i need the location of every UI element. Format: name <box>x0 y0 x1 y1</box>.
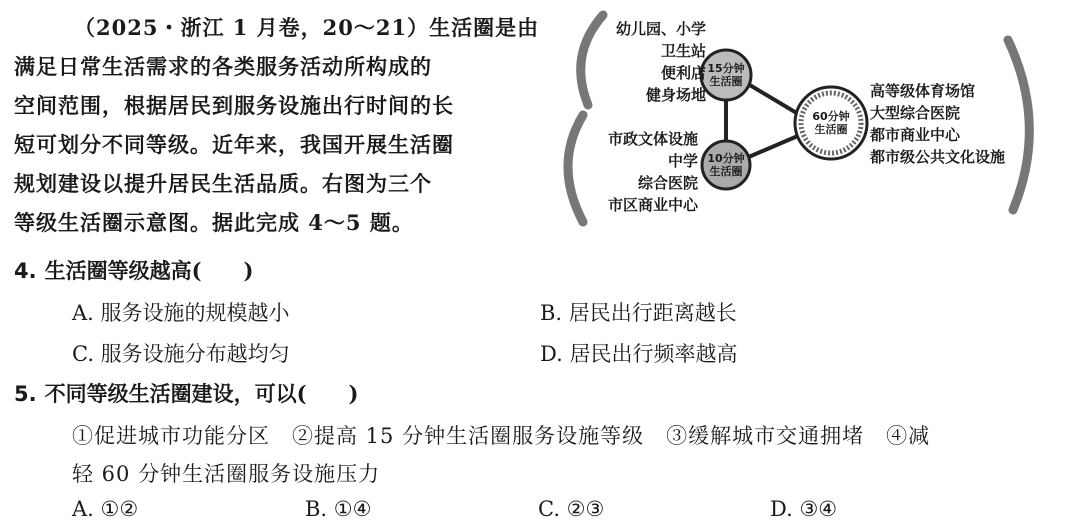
q4-option-c[interactable]: C. 服务设施分布越均匀 <box>72 342 290 366</box>
q4-option-d[interactable]: D. 居民出行频率越高 <box>540 342 738 366</box>
circle-10-line: 生活圈 <box>709 165 743 178</box>
intro-paragraph <box>14 8 544 242</box>
q4-option-b[interactable]: B. 居民出行距离越长 <box>540 301 737 325</box>
q5-option-b[interactable]: B. ①④ <box>305 497 372 521</box>
intro-line: 满足日常生活需求的各类服务活动所构成的 <box>14 54 432 79</box>
circle-15-line: 生活圈 <box>709 75 743 88</box>
group-a-item: 幼儿园、小学 <box>615 20 706 38</box>
q5-option-d[interactable]: D. ③④ <box>770 497 838 521</box>
q5-statements-line2: 轻 60 分钟生活圈服务设施压力 <box>72 462 381 486</box>
circle-60-label <box>804 110 858 136</box>
group-b-item: 市区商业中心 <box>607 196 698 214</box>
q4-option-a[interactable]: A. 服务设施的规模越小 <box>72 301 290 325</box>
group-a-item: 健身场地 <box>645 86 706 104</box>
group-a-item: 便利店 <box>660 64 706 82</box>
circle-10-label <box>703 152 749 178</box>
group-a-labels <box>598 18 706 106</box>
circle-10-line: 10分钟 <box>707 152 745 165</box>
question-5-number: 5. <box>14 382 37 406</box>
circle-60-line: 生活圈 <box>814 123 848 136</box>
circle-15-label <box>703 62 749 88</box>
question-4-number: 4. <box>14 259 37 283</box>
group-b-item: 综合医院 <box>637 174 698 192</box>
group-c-labels <box>870 80 1020 168</box>
q5-option-a[interactable]: A. ①② <box>72 497 139 521</box>
question-4-stem <box>14 255 253 285</box>
question-4-text: 生活圈等级越高( ) <box>44 258 254 283</box>
intro-line: 短可划分不同等级。近年来，我国开展生活圈 <box>14 132 454 157</box>
group-c-item: 高等级体育场馆 <box>870 82 976 100</box>
group-b-labels <box>590 128 698 216</box>
question-5-text: 不同等级生活圈建设，可以( ) <box>44 381 359 406</box>
arc-left-bottom <box>568 115 583 222</box>
intro-line: （2025・浙江 1 月卷，20～21）生活圈是由 <box>74 15 540 40</box>
living-circle-diagram <box>548 0 1080 235</box>
question-5-stem <box>14 378 358 408</box>
group-c-item: 都市商业中心 <box>870 126 961 144</box>
group-b-item: 中学 <box>667 152 698 170</box>
group-a-item: 卫生站 <box>660 42 706 60</box>
circle-15-line: 15分钟 <box>707 62 745 75</box>
group-c-item: 大型综合医院 <box>870 104 961 122</box>
q5-option-c[interactable]: C. ②③ <box>538 497 605 521</box>
group-b-item: 市政文体设施 <box>607 130 698 148</box>
group-c-item: 都市级公共文化设施 <box>870 148 1006 166</box>
q5-statements-line1: ①促进城市功能分区 ②提高 15 分钟生活圈服务设施等级 ③缓解城市交通拥堵 ④减 <box>72 424 931 448</box>
intro-line: 等级生活圈示意图。据此完成 4～5 题。 <box>14 210 414 235</box>
intro-line: 空间范围，根据居民到服务设施出行时间的长 <box>14 93 454 118</box>
intro-line: 规划建设以提升居民生活品质。右图为三个 <box>14 171 432 196</box>
circle-60-line: 60分钟 <box>812 110 850 123</box>
